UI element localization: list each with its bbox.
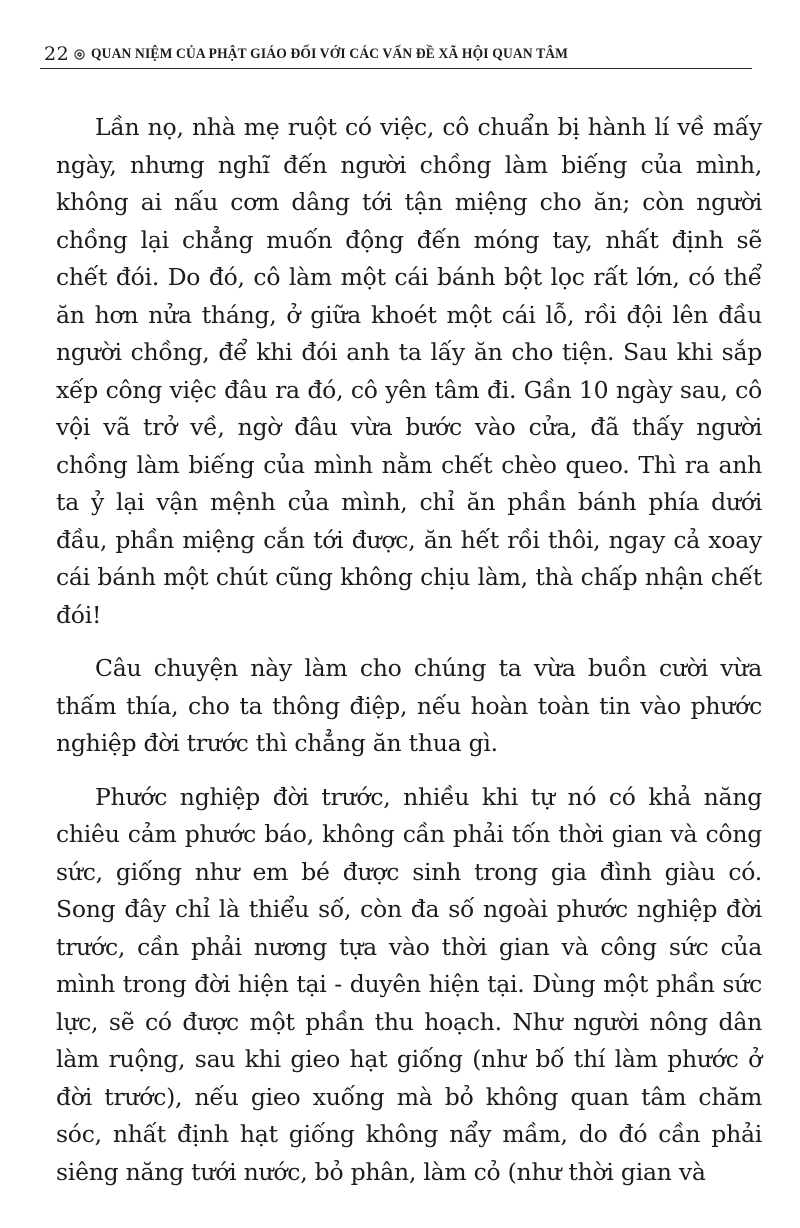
header-divider: [40, 68, 752, 69]
paragraph-1: Lần nọ, nhà mẹ ruột có việc, cô chuẩn bị hành lí về mấy ngày, nhưng nghĩ đến người chồng làm biếng của mình, không ai nấu cơm dâng tới tận miệng cho ăn; còn người chồng lại chẳng muốn động đến móng tay, nhất định sẽ chết đói. Do đó, cô làm một cái bánh bột lọc rất lớn, có thể ăn hơn nửa tháng, ở giữa khoét một cái lỗ, rồi đội lên đầu người chồng, để khi đói anh ta lấy ăn cho tiện. Sau khi sắp xếp công việc đâu ra đó, cô yên tâm đi. Gần 10 ngày sau, cô vội vã trở về, ngờ đâu vừa bước vào cửa, đã thấy người chồng làm biếng của mình nằm chết chèo queo. Thì ra anh ta ỷ lại vận mệnh của mình, chỉ ăn phần bánh phía dưới đầu, phần miệng cắn tới được, ăn hết rồi thôi, ngay cả xoay cái bánh một chút cũng không chịu làm, thà chấp nhận chết đói!: [56, 113, 762, 629]
page-number: 22: [44, 43, 70, 65]
running-header: [44, 42, 749, 66]
paragraph-2: Câu chuyện này làm cho chúng ta vừa buồn cười vừa thấm thía, cho ta thông điệp, nếu hoàn toàn tin vào phước nghiệp đời trước thì chẳng ăn thua gì.: [56, 654, 762, 757]
paragraph-3: Phước nghiệp đời trước, nhiều khi tự nó có khả năng chiêu cảm phước báo, không cần phải tốn thời gian và công sức, giống như em bé được sinh trong gia đình giàu có. Song đây chỉ là thiểu số, còn đa số ngoài phước nghiệp đời trước, cần phải nương tựa vào thời gian và công sức của mình trong đời hiện tại - duyên hiện tại. Dùng một phần sức lực, sẽ có được một phần thu hoạch. Như người nông dân làm ruộng, sau khi gieo hạt giống (như bố thí làm phước ở đời trước), nếu gieo xuống mà bỏ không quan tâm chăm sóc, nhất định hạt giống không nẩy mầm, do đó cần phải siêng năng tưới nước, bỏ phân, làm cỏ (như thời gian và: [56, 782, 762, 1186]
rosette-ornament-icon: [74, 49, 85, 60]
running-title: QUAN NIỆM CỦA PHẬT GIÁO ĐỐI VỚI CÁC VẤN ĐỀ XÃ HỘI QUAN TÂM: [91, 45, 569, 62]
body-text: [56, 109, 762, 1191]
